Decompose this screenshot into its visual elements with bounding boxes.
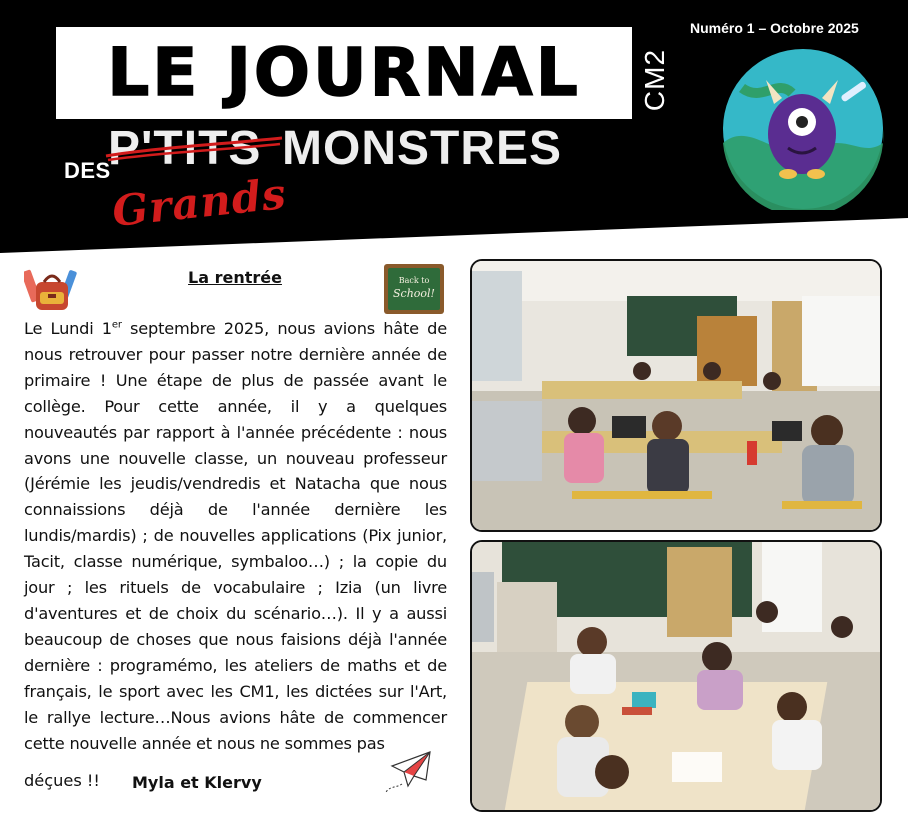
monstres-word: MONSTRES <box>282 122 563 175</box>
journal-title-box <box>56 27 632 119</box>
ptits-word: P'TITS <box>108 122 262 175</box>
classroom-photo-1 <box>470 259 882 532</box>
masthead <box>0 0 908 253</box>
class-label: CM2 <box>639 48 670 112</box>
article-text-end: déçues !! <box>24 771 100 790</box>
board-text-1: Back to <box>398 276 430 285</box>
grands-word: Grands <box>109 169 289 236</box>
strikethrough-icon <box>104 122 284 176</box>
monster-logo-icon <box>722 48 884 210</box>
article-text-rest: septembre 2025, nous avions hâte de nous retrouver pour passer notre dernière année de primaire ! Une étape de plus de passée avant le collège. Pour cette année, il y a quelques nouveautés par rapport à l'année précédente : nous avons une nouvelle classe, un nouveau professeur (Jérémie les jeudis/vendredis et Natacha que nous connaissions déjà de l'année dernière les lundis/mardis) ; de nouvelles applications (Pix junior, Tacit, classe numérique, symbaloo…) ; la copie du jour ; les rituels de vocabulaire ; Izia (un livre d'aventures et de choix du scénario…). Il y a aussi beaucoup de choses que nous faisions déjà l'année dernière : programémo, les ateliers de maths et de français, le sport avec les CM1, les dictées sur l'Art, le rallye lecture…Nous avions hâte de commencer cette nouvelle année et nous ne sommes pas <box>24 319 447 753</box>
article-authors: Myla et Klervy <box>132 773 262 792</box>
classroom-photo-1-image <box>472 261 882 532</box>
journal-title: LE JOURNAL <box>107 34 581 111</box>
school-supplies-icon <box>24 264 80 314</box>
article-body <box>24 316 447 756</box>
classroom-photo-2-image <box>472 542 882 812</box>
classroom-photo-2 <box>470 540 882 812</box>
article-text-start: Le Lundi 1 <box>24 319 112 338</box>
board-text-2: School! <box>393 287 435 300</box>
article-text-sup: er <box>111 319 122 331</box>
issue-number: Numéro 1 – Octobre 2025 <box>690 20 859 36</box>
article-title: La rentrée <box>188 268 282 287</box>
des-word: DES <box>64 158 111 183</box>
chalkboard-icon <box>383 263 445 315</box>
paper-plane-icon <box>382 748 432 796</box>
